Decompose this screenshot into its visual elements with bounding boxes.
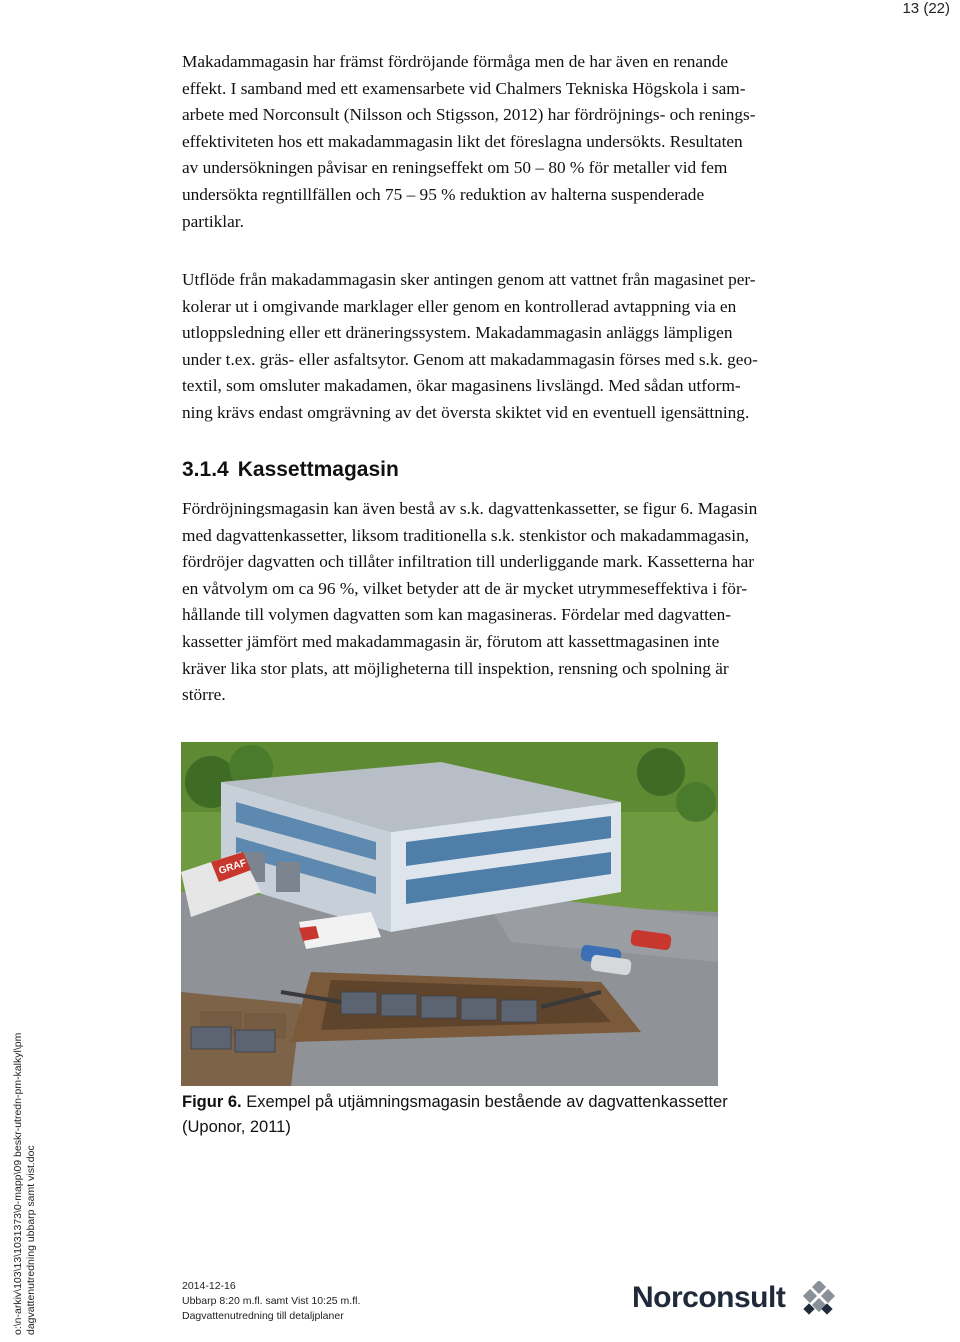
text-line: under t.ex. gräs- eller asfaltsytor. Genom att makadammagasin förses med s.k. geo-	[182, 349, 758, 369]
text-line: Fördröjningsmagasin kan även bestå av s.k. dagvattenkassetter, se figur 6. Magasin	[182, 499, 758, 518]
figure-caption	[182, 1090, 822, 1140]
text-line: Makadammagasin har främst fördröjande förmåga men de har även en renande	[182, 52, 729, 71]
text-line: arbete med Norconsult (Nilsson och Stigsson, 2012) har fördröjnings- och renings-	[182, 105, 756, 125]
footer-title: Dagvattenutredning till detaljplaner	[182, 1310, 344, 1322]
text-line: hållande till volymen dagvatten som kan magasineras. Fördelar med dagvatten-	[182, 605, 731, 625]
section-heading	[182, 458, 399, 482]
footer-project: Ubbarp 8:20 m.fl. samt Vist 10:25 m.fl.	[182, 1295, 361, 1307]
text-line: av undersökningen påvisar en reningseffekt om 50 – 80 % för metaller vid fem	[182, 158, 728, 178]
caption-label: Figur 6.	[182, 1093, 242, 1111]
footer-info	[182, 1279, 360, 1324]
text-line: ning krävs endast omgrävning av det översta skiktet vid en eventuell igensättning.	[182, 402, 750, 422]
diamond-logo-icon	[800, 1281, 838, 1319]
text-line: kolerar ut i omgivande marklager eller genom en kontrollerad avtappning via en	[182, 296, 737, 316]
file-path-vertical	[12, 1033, 38, 1335]
paragraph-kassettmagasin	[182, 496, 847, 709]
section-number: 3.1.4	[182, 458, 229, 481]
text-line: undersökta regntillfällen och 75 – 95 % reduktion av halterna suspenderade	[182, 184, 705, 204]
text-line: textil, som omsluter makadamen, ökar magasinens livslängd. Med sådan utform-	[182, 376, 741, 396]
text-line: effektiviteten hos ett makadammagasin likt det föreslagna undersökts. Resultaten	[182, 131, 743, 151]
footer-date: 2014-12-16	[182, 1280, 236, 1292]
page-number: 13 (22)	[902, 0, 950, 17]
figure-illustration	[181, 742, 718, 1086]
figure-storm-water-cassettes	[181, 742, 718, 1086]
norconsult-logo	[632, 1281, 837, 1321]
text-line: större.	[182, 685, 226, 705]
section-title: Kassettmagasin	[237, 458, 399, 481]
logo-wordmark: Norconsult	[632, 1281, 786, 1314]
text-line: en våtvolym om ca 96 %, vilket betyder att de är mycket utrymmeseffektiva i för-	[182, 578, 748, 598]
text-line: Utflöde från makadammagasin sker antingen genom att vattnet från magasinet per-	[182, 270, 756, 289]
file-path-line: o:\n-arkiv\103\13\1031373\0-mapp\09 beskr-utredn-pm-kalkyl\pm	[12, 1032, 24, 1335]
caption-text: Exempel på utjämningsmagasin bestående av dagvattenkassetter	[246, 1093, 728, 1111]
text-line: partiklar.	[182, 211, 244, 231]
caption-source: (Uponor, 2011)	[182, 1118, 291, 1136]
text-line: kassetter jämfört med makadammagasin är, förutom att kassettmagasinen inte	[182, 631, 720, 651]
paragraph-makadam-effect	[182, 49, 847, 235]
text-line: kräver lika stor plats, att möjligheterna till inspektion, rensning och spolning är	[182, 658, 729, 678]
truck-logo: GRAF	[217, 857, 248, 877]
paragraph-outflow	[182, 267, 847, 427]
text-line: fördröjer dagvatten och tillåter infiltration till underliggande mark. Kassetterna har	[182, 552, 754, 572]
text-line: med dagvattenkassetter, liksom traditionella s.k. stenkistor och makadammagasin,	[182, 525, 750, 545]
text-line: utloppsledning eller ett dräneringssystem. Makadammagasin anläggs lämpligen	[182, 323, 733, 343]
text-line: effekt. I samband med ett examensarbete vid Chalmers Tekniska Högskola i sam-	[182, 78, 746, 98]
file-path-line: dagvattenutredning ubbarp samt vist.doc	[25, 1145, 37, 1335]
